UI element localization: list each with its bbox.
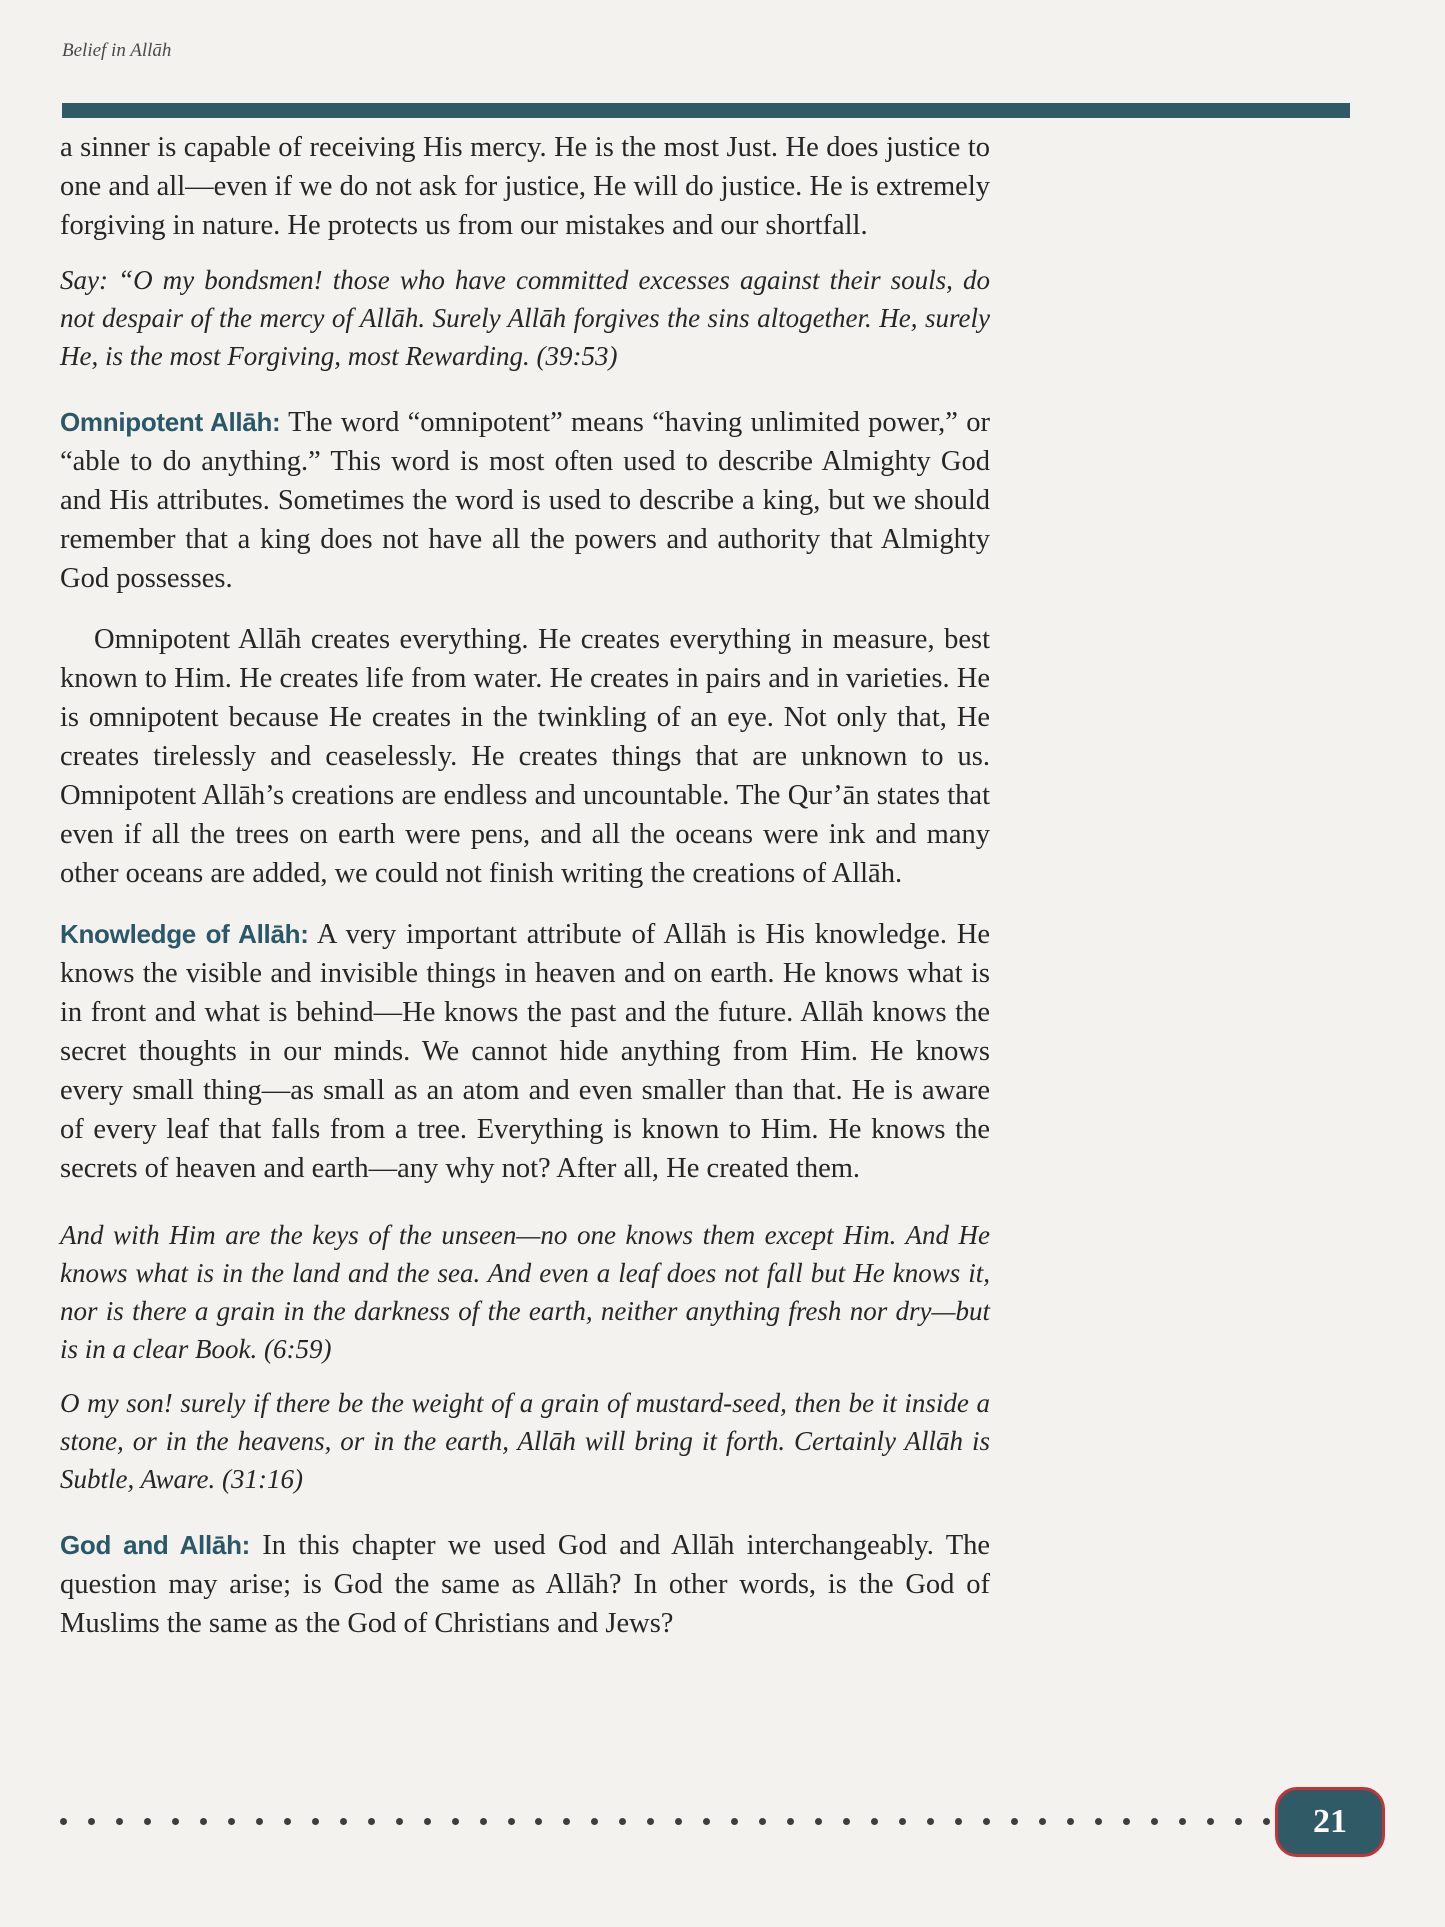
god-and-allah-paragraph	[60, 1526, 990, 1643]
footer-dot	[144, 1818, 151, 1825]
footer-dot	[480, 1818, 487, 1825]
footer-dot	[731, 1818, 738, 1825]
knowledge-text: A very important attribute of Allāh is His knowledge. He knows the visible and invisible things in heaven and on earth. He knows what is in front and what is behind—He knows the past and the future. Allāh knows the secret thoughts in our minds. We cannot hide anything from Him. He knows every small thing—as small as an atom and even smaller than that. He is aware of every leaf that falls from a tree. Everything is known to Him. He knows the secrets of heaven and earth—any why not? After all, He created them.	[60, 919, 990, 1184]
footer-dot	[340, 1818, 347, 1825]
header-rule	[62, 103, 1350, 118]
footer-dot	[759, 1818, 766, 1825]
footer-dot	[312, 1818, 319, 1825]
footer-dot	[1011, 1818, 1018, 1825]
footer-dot	[1263, 1818, 1270, 1825]
section-heading-omnipotent: Omnipotent Allāh:	[60, 407, 281, 437]
footer-dot	[983, 1818, 990, 1825]
footer-dot	[955, 1818, 962, 1825]
footer-dot	[396, 1818, 403, 1825]
footer-dot	[172, 1818, 179, 1825]
footer-dot	[508, 1818, 515, 1825]
footer-dot	[899, 1818, 906, 1825]
footer-dot	[1067, 1818, 1074, 1825]
footer-dot	[787, 1818, 794, 1825]
running-head: Belief in Allāh	[62, 40, 172, 61]
footer-dot	[647, 1818, 654, 1825]
footer-dot	[843, 1818, 850, 1825]
footer-dot	[591, 1818, 598, 1825]
footer-dot	[1151, 1818, 1158, 1825]
footer-dot	[871, 1818, 878, 1825]
intro-paragraph: a sinner is capable of receiving His mercy. He is the most Just. He does justice to one and all—even if we do not ask for justice, He will do justice. He is extremely forgiving in nature. He protects us from our mistakes and our shortfall.	[60, 132, 990, 241]
quote-39-53: Say: “O my bondsmen! those who have committed excesses against their souls, do not despair of the mercy of Allāh. Surely Allāh forgives the sins altogether. He, surely He, is the most Forgiving, most Rewarding. (39:53)	[60, 265, 990, 371]
footer-dot	[88, 1818, 95, 1825]
footer-dot	[256, 1818, 263, 1825]
footer-dot	[60, 1818, 67, 1825]
footer-dot	[228, 1818, 235, 1825]
footer-dot	[815, 1818, 822, 1825]
footer-dot	[1123, 1818, 1130, 1825]
footer-dot	[675, 1818, 682, 1825]
footer-dot	[368, 1818, 375, 1825]
footer-dot	[1039, 1818, 1046, 1825]
omnipotent-paragraph-2: Omnipotent Allāh creates everything. He creates everything in measure, best known to Him. He creates life from water. He creates in pairs and in varieties. He is omnipotent because He creates in the twinkling of an eye. Not only that, He creates tirelessly and ceaselessly. He creates things that are unknown to us. Omnipotent Allāh’s creations are endless and uncountable. The Qur’ān states that even if all the trees on earth were pens, and all the oceans were ink and many other oceans are added, we could not finish writing the creations of Allāh.	[60, 624, 990, 889]
footer-dot	[927, 1818, 934, 1825]
god-and-allah-text: In this chapter we used God and Allāh interchangeably. The question may arise; is God the same as Allāh? In other words, is the God of Muslims the same as the God of Christians and Jews?	[60, 1530, 990, 1639]
section-heading-god-and-allah: God and Allāh:	[60, 1530, 251, 1560]
footer-dot	[200, 1818, 207, 1825]
footer-dot	[619, 1818, 626, 1825]
quote-6-59: And with Him are the keys of the unseen—no one knows them except Him. And He knows what is in the land and the sea. And even a leaf does not fall but He knows it, nor is there a grain in the darkness of the earth, neither anything fresh nor dry—but is in a clear Book. (6:59)	[60, 1220, 990, 1364]
footer-dot	[116, 1818, 123, 1825]
quote-31-16: O my son! surely if there be the weight of a grain of mustard-seed, then be it inside a stone, or in the heavens, or in the earth, Allāh will bring it forth. Certainly Allāh is Subtle, Aware. (31:16)	[60, 1388, 990, 1494]
omnipotent-text: The word “omnipotent” means “having unlimited power,” or “able to do anything.” This word is most often used to describe Almighty God and His attributes. Sometimes the word is used to describe a king, but we should remember that a king does not have all the powers and authority that Almighty God possesses.	[60, 407, 990, 594]
footer-dot	[452, 1818, 459, 1825]
section-heading-knowledge: Knowledge of Allāh:	[60, 919, 309, 949]
knowledge-paragraph	[60, 915, 990, 1188]
footer-dot	[703, 1818, 710, 1825]
footer-dot-leader	[60, 1811, 1270, 1831]
main-text	[60, 128, 990, 1643]
footer-dot	[1179, 1818, 1186, 1825]
footer-dot	[535, 1818, 542, 1825]
footer-dot	[563, 1818, 570, 1825]
page-number-badge: 21	[1275, 1787, 1385, 1857]
footer-dot	[1095, 1818, 1102, 1825]
footer-dot	[1235, 1818, 1242, 1825]
footer-dot	[1207, 1818, 1214, 1825]
omnipotent-paragraph	[60, 403, 990, 598]
footer-dot	[424, 1818, 431, 1825]
footer-dot	[284, 1818, 291, 1825]
